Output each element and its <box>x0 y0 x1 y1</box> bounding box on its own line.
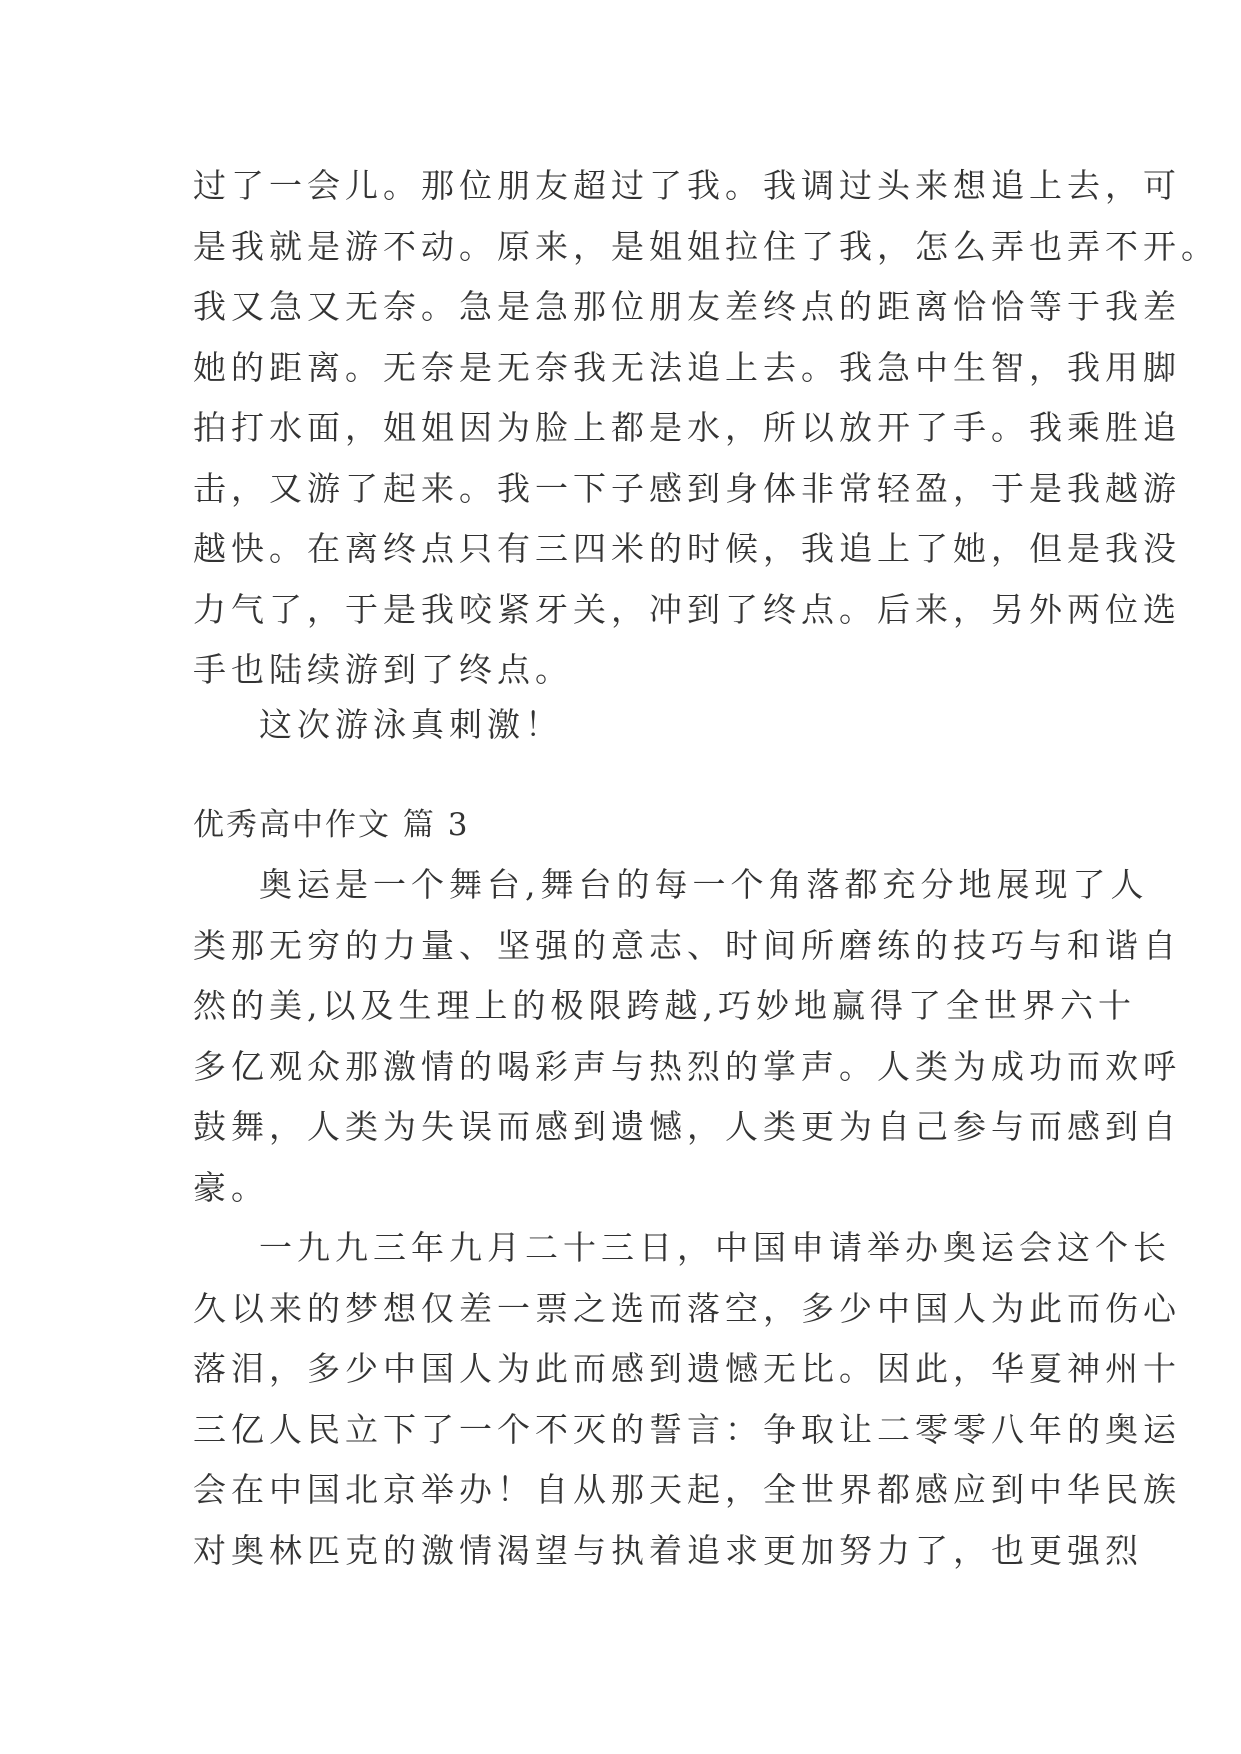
text-line: 一九九三年九月二十三日，中国申请举办奥运会这个长 <box>259 1228 1171 1267</box>
text-line: 我又急又无奈。急是急那位朋友差终点的距离恰恰等于我差 <box>193 287 1181 326</box>
text-line: 过了一会儿。那位朋友超过了我。我调过头来想追上去，可 <box>193 166 1181 205</box>
text-line: 对奥林匹克的激情渴望与执着追求更加努力了，也更强烈 <box>193 1530 1143 1570</box>
text-line: 力气了，于是我咬紧牙关，冲到了终点。后来，另外两位选 <box>193 589 1181 629</box>
text-line: 类那无穷的力量、坚强的意志、时间所磨练的技巧与和谐自 <box>193 925 1181 965</box>
text-line: 久以来的梦想仅差一票之选而落空，多少中国人为此而伤心 <box>193 1288 1181 1328</box>
text-line: 是我就是游不动。原来，是姐姐拉住了我，怎么弄也弄不开。 <box>193 226 1219 266</box>
text-line: 多亿观众那激情的喝彩声与热烈的掌声。人类为成功而欢呼 <box>193 1046 1181 1086</box>
paragraph-olympics-bid <box>193 1218 1181 1581</box>
paragraph-swim-race <box>193 156 1219 701</box>
text-line: 会在中国北京举办！自从那天起，全世界都感应到中华民族 <box>193 1470 1181 1509</box>
paragraph-swim-conclusion <box>193 695 1053 756</box>
text-line: 击，又游了起来。我一下子感到身体非常轻盈，于是我越游 <box>193 468 1181 508</box>
text-line: 奥运是一个舞台,舞台的每一个角落都充分地展现了人 <box>259 865 1149 904</box>
text-line: 这次游泳真刺激！ <box>259 705 563 744</box>
paragraph-olympics-intro <box>193 855 1181 1218</box>
text-line: 然的美,以及生理上的极限跨越,巧妙地赢得了全世界六十 <box>193 986 1136 1025</box>
text-line: 三亿人民立下了一个不灭的誓言：争取让二零零八年的奥运 <box>193 1409 1181 1449</box>
text-line: 越快。在离终点只有三四米的时候，我追上了她，但是我没 <box>193 529 1181 568</box>
text-line: 拍打水面，姐姐因为脸上都是水，所以放开了手。我乘胜追 <box>193 408 1181 447</box>
text-line: 鼓舞，人类为失误而感到遗憾，人类更为自己参与而感到自 <box>193 1107 1181 1146</box>
section-heading: 优秀高中作文 篇 3 <box>193 807 470 843</box>
text-line: 豪。 <box>193 1167 269 1207</box>
text-line: 落泪，多少中国人为此而感到遗憾无比。因此，华夏神州十 <box>193 1349 1181 1388</box>
text-line: 手也陆续游到了终点。 <box>193 650 573 689</box>
text-line: 她的距离。无奈是无奈我无法追上去。我急中生智，我用脚 <box>193 347 1181 387</box>
